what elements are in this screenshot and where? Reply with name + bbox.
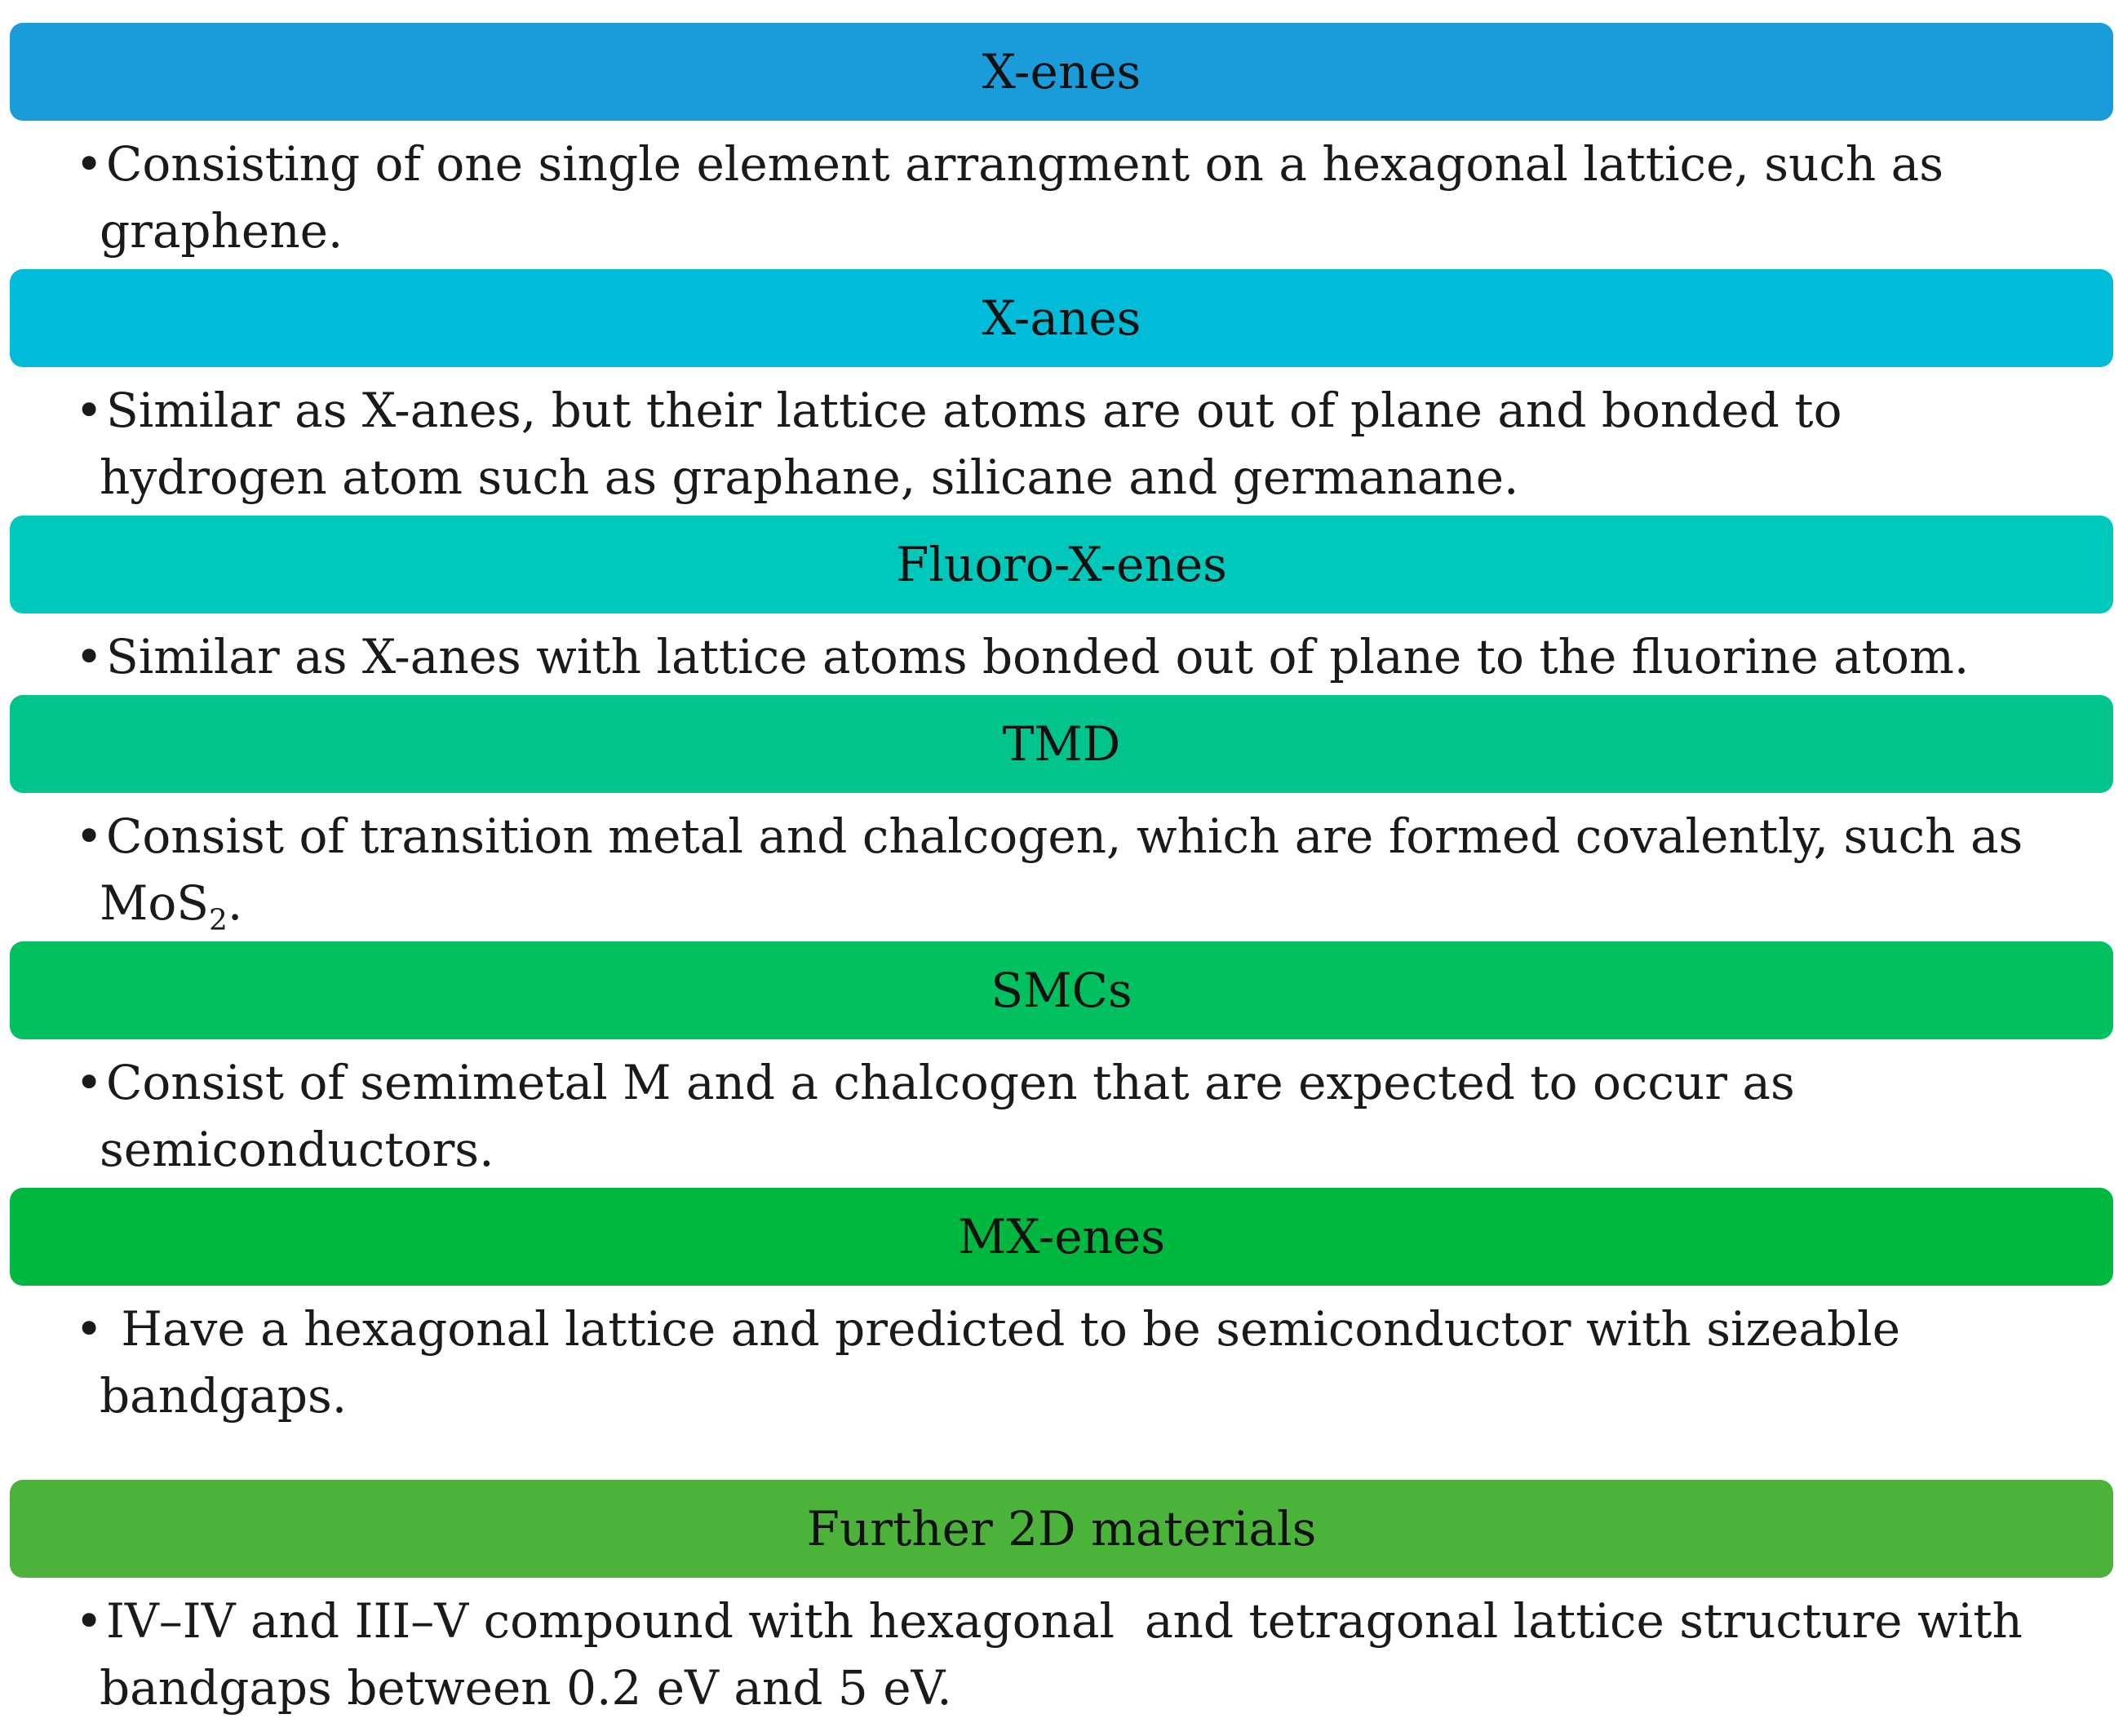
description-line: Similar as X-anes, but their lattice atoms are out of plane and bonded to	[106, 383, 1842, 438]
category-title: X-enes	[982, 44, 1141, 100]
category-title: X-anes	[982, 290, 1141, 346]
description-line: Consisting of one single element arrangment on a hexagonal lattice, such as	[106, 136, 1943, 192]
category-description-mx-enes	[75, 1295, 2066, 1429]
description-line	[75, 870, 2066, 937]
bullet-icon: •	[75, 1055, 104, 1110]
bullet-icon: •	[75, 629, 104, 684]
category-header-smcs	[10, 941, 2113, 1039]
formula-text: MoS	[100, 875, 210, 931]
description-line: bandgaps between 0.2 eV and 5 eV.	[100, 1660, 952, 1716]
description-line: Have a hexagonal lattice and predicted to be semiconductor with sizeable	[106, 1301, 1901, 1357]
category-description-further-2d-materials	[75, 1588, 2066, 1721]
description-line: Consist of transition metal and chalcogen, which are formed covalently, such as	[106, 808, 2023, 864]
category-description-tmd	[75, 803, 2066, 937]
description-line: Similar as X-anes with lattice atoms bonded out of plane to the fluorine atom.	[106, 629, 1970, 684]
description-line: semiconductors.	[100, 1122, 494, 1177]
category-header-x-anes	[10, 269, 2113, 367]
description-line: graphene.	[100, 203, 343, 259]
description-line: bandgaps.	[100, 1368, 348, 1424]
category-header-further-2d-materials	[10, 1480, 2113, 1578]
category-header-x-enes	[10, 23, 2113, 121]
description-line: IV–IV and III–V compound with hexagonal and tetragonal lattice structure with	[106, 1593, 2023, 1649]
description-line: hydrogen atom such as graphane, silicane and germanane.	[100, 450, 1519, 505]
category-title: Fluoro-X-enes	[896, 537, 1227, 592]
bullet-icon: •	[75, 1301, 104, 1357]
bullet-icon: •	[75, 383, 104, 438]
description-line: Consist of semimetal M and a chalcogen that are expected to occur as	[106, 1055, 1795, 1110]
category-description-fluoro-x-enes	[75, 623, 2066, 690]
category-header-fluoro-x-enes	[10, 516, 2113, 613]
bullet-icon: •	[75, 136, 104, 192]
category-description-x-anes	[75, 377, 2066, 511]
category-title: MX-enes	[958, 1209, 1165, 1264]
category-description-smcs	[75, 1049, 2066, 1183]
category-title: TMD	[1002, 716, 1121, 772]
category-title: Further 2D materials	[806, 1501, 1317, 1557]
bullet-icon: •	[75, 1593, 104, 1649]
formula-subscript: 2	[209, 903, 228, 937]
category-header-mx-enes	[10, 1188, 2113, 1286]
formula-punctuation: .	[227, 875, 243, 931]
category-description-x-enes	[75, 131, 2066, 264]
category-title: SMCs	[991, 963, 1132, 1018]
category-header-tmd	[10, 695, 2113, 793]
bullet-icon: •	[75, 808, 104, 864]
